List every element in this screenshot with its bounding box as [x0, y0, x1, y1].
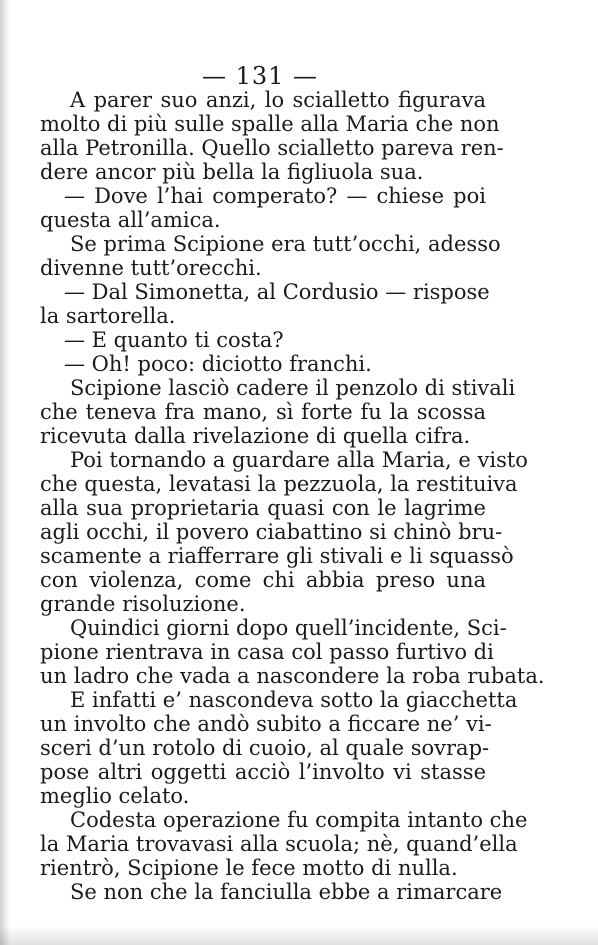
text-line: meglio celato. — [40, 784, 190, 808]
text-line: alla Petronilla. Quello scialletto pareva ren- — [40, 136, 504, 160]
text-line: grande risoluzione. — [40, 592, 246, 616]
text-line: la sartorella. — [40, 304, 176, 328]
text-line: E infatti e’ nascondeva sotto la giacchetta — [70, 688, 518, 712]
text-line: che teneva fra mano, sì forte fu la scossa — [40, 400, 486, 424]
text-line: Poi tornando a guardare alla Maria, e visto — [70, 448, 528, 472]
text-line: con violenza, come chi abbia preso una — [40, 568, 486, 592]
text-line: dere ancor più bella la figliuola sua. — [40, 160, 424, 184]
text-line: — Dal Simonetta, al Cordusio — rispose — [64, 280, 490, 304]
text-line: — Dove l’hai comperato? — chiese poi — [64, 184, 486, 208]
text-line: un involto che andò subito a ficcare ne’ vi- — [40, 712, 492, 736]
text-line: che questa, levatasi la pezzuola, la restituiva — [40, 472, 518, 496]
text-line: Codesta operazione fu compita intanto che — [70, 808, 528, 832]
text-line: pose altri oggetti acciò l’involto vi stasse — [40, 760, 486, 784]
text-line: rientrò, Scipione le fece motto di nulla. — [40, 856, 458, 880]
text-line: Se non che la fanciulla ebbe a rimarcare — [70, 880, 503, 904]
page-number: — 131 — — [201, 62, 319, 90]
text-line: molto di più sulle spalle alla Maria che non — [40, 112, 500, 136]
text-line: — E quanto ti costa? — [64, 328, 284, 352]
text-line: Quindici giorni dopo quell’incidente, Sci- — [70, 616, 507, 640]
text-line: un ladro che vada a nascondere la roba rubata. — [40, 664, 545, 688]
text-line: alla sua proprietaria quasi con le lagrime — [40, 496, 486, 520]
text-line: ricevuta dalla rivelazione di quella cifra. — [40, 424, 471, 448]
text-line: scamente a riafferrare gli stivali e li squassò — [40, 544, 514, 568]
text-line: — Oh! poco: diciotto franchi. — [64, 352, 372, 376]
text-line: pione rientrava in casa col passo furtivo di — [40, 640, 494, 664]
text-line: Se prima Scipione era tutt’occhi, adesso — [70, 232, 501, 256]
text-line: questa all’amica. — [40, 208, 221, 232]
text-line: la Maria trovavasi alla scuola; nè, quand’ella — [40, 832, 518, 856]
text-line: divenne tutt’orecchi. — [40, 256, 262, 280]
page-edge-shadow — [0, 0, 10, 945]
text-line: sceri d’un rotolo di cuoio, al quale sovrap- — [40, 736, 490, 760]
page-bottom-edge — [0, 925, 598, 945]
body-text — [40, 88, 545, 904]
text-line: A parer suo anzi, lo scialletto figurava — [70, 88, 486, 112]
text-line: agli occhi, il povero ciabattino si chinò bru- — [40, 520, 503, 544]
text-line: Scipione lasciò cadere il penzolo di stivali — [70, 376, 516, 400]
